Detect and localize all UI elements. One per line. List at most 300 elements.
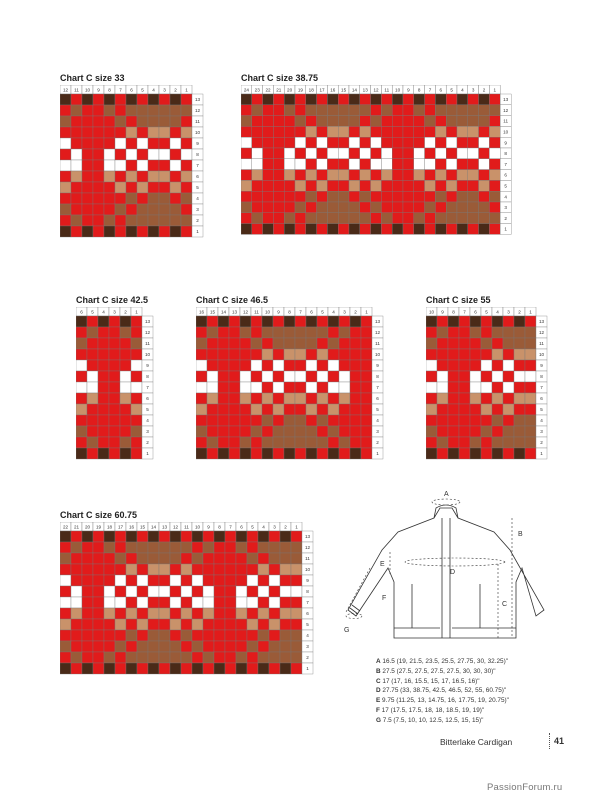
chart-cell xyxy=(525,382,536,393)
chart-cell xyxy=(93,160,104,171)
chart-cell xyxy=(273,191,284,202)
chart-cell xyxy=(93,619,104,630)
row-label: 5 xyxy=(306,622,309,628)
chart-cell xyxy=(115,608,126,619)
chart-cell xyxy=(392,94,403,105)
chart-cell xyxy=(459,437,470,448)
chart-cell xyxy=(361,415,372,426)
chart-cell xyxy=(241,180,252,191)
chart-cell xyxy=(492,448,503,459)
col-label: 15 xyxy=(341,87,347,93)
chart-cell xyxy=(339,360,350,371)
chart-cell xyxy=(170,652,181,663)
chart-cell xyxy=(317,116,328,127)
chart-cell xyxy=(203,575,214,586)
chart-cell xyxy=(131,327,142,338)
chart-cell xyxy=(280,619,291,630)
row-label: 7 xyxy=(196,163,199,169)
row-label: 2 xyxy=(376,440,379,446)
row-label: 4 xyxy=(146,418,149,424)
row-label: 10 xyxy=(304,567,311,573)
chart-cell xyxy=(60,597,71,608)
col-label: 11 xyxy=(254,309,259,315)
chart-cell xyxy=(82,652,93,663)
chart-cell xyxy=(437,448,448,459)
row-label: 13 xyxy=(194,97,201,103)
chart-cell xyxy=(280,608,291,619)
chart-cell xyxy=(87,327,98,338)
chart-cell xyxy=(126,94,137,105)
chart-cell xyxy=(262,448,273,459)
chart-cell xyxy=(137,94,148,105)
chart-cell xyxy=(263,94,274,105)
chart-cell xyxy=(468,116,479,127)
chart-cell xyxy=(514,371,525,382)
chart-cell xyxy=(214,652,225,663)
chart-cell xyxy=(295,180,306,191)
chart-cell xyxy=(170,171,181,182)
front-band xyxy=(442,518,450,638)
chart-cell xyxy=(381,159,392,170)
chart-cell xyxy=(98,371,109,382)
chart-cell xyxy=(252,191,263,202)
chart-cell xyxy=(371,116,382,127)
chart-cell xyxy=(196,360,207,371)
chart-cell xyxy=(371,94,382,105)
col-label: 1 xyxy=(529,309,532,315)
chart-cell xyxy=(468,202,479,213)
chart-cell xyxy=(137,138,148,149)
chart-cell xyxy=(295,338,306,349)
chart-cell xyxy=(115,597,126,608)
label-g: G xyxy=(344,627,350,634)
chart-cell xyxy=(284,448,295,459)
chart-cell xyxy=(181,597,192,608)
chart-cell xyxy=(273,338,284,349)
col-label: 18 xyxy=(106,524,113,530)
chart-cell xyxy=(126,182,137,193)
chart-cell xyxy=(468,105,479,116)
col-label: 11 xyxy=(74,87,79,93)
chart-cell xyxy=(306,393,317,404)
chart-cell xyxy=(403,94,414,105)
chart-cell xyxy=(295,349,306,360)
chart-cell xyxy=(131,371,142,382)
col-label: 5 xyxy=(485,309,488,315)
chart-cell xyxy=(479,213,490,224)
chart-cell xyxy=(392,137,403,148)
chart-cell xyxy=(170,160,181,171)
chart-cell xyxy=(360,105,371,116)
chart-cell xyxy=(181,641,192,652)
chart-cell xyxy=(306,448,317,459)
chart-cell xyxy=(414,191,425,202)
chart-cell xyxy=(93,94,104,105)
chart-cell xyxy=(131,404,142,415)
chart-cell xyxy=(71,182,82,193)
chart-cell xyxy=(339,382,350,393)
chart-cell xyxy=(115,193,126,204)
chart-cell xyxy=(328,327,339,338)
chart-cell xyxy=(503,426,514,437)
chart-cell xyxy=(381,94,392,105)
chart-cell xyxy=(435,170,446,181)
chart-cell xyxy=(225,597,236,608)
row-label: 5 xyxy=(540,407,543,413)
chart-cell xyxy=(120,404,131,415)
chart-cell xyxy=(514,349,525,360)
col-label: 5 xyxy=(450,87,453,93)
col-label: 1 xyxy=(135,309,138,315)
chart-cell xyxy=(381,180,392,191)
chart-cell xyxy=(481,327,492,338)
chart-cell xyxy=(446,191,457,202)
chart-cell xyxy=(60,652,71,663)
chart-cell xyxy=(339,437,350,448)
chart-cell xyxy=(291,553,302,564)
chart-cell xyxy=(339,349,350,360)
chart-cell xyxy=(170,619,181,630)
chart-cell xyxy=(317,327,328,338)
chart-cell xyxy=(148,586,159,597)
chart-cell xyxy=(426,448,437,459)
chart-cell xyxy=(284,404,295,415)
chart-cell xyxy=(170,641,181,652)
chart-cell xyxy=(317,393,328,404)
chart-cell xyxy=(295,159,306,170)
chart-cell xyxy=(306,404,317,415)
chart-cell xyxy=(263,191,274,202)
col-label: 10 xyxy=(264,309,271,315)
col-label: 16 xyxy=(198,309,205,315)
chart-cell xyxy=(426,338,437,349)
chart-cell xyxy=(71,94,82,105)
chart-cell xyxy=(71,193,82,204)
col-label: 4 xyxy=(262,524,265,530)
chart-cell xyxy=(503,360,514,371)
row-label: 3 xyxy=(376,429,379,435)
sleeve-measure xyxy=(346,568,370,612)
chart-cell xyxy=(262,360,273,371)
col-label: 8 xyxy=(417,87,421,93)
chart-cell xyxy=(468,126,479,137)
chart-cell xyxy=(263,105,274,116)
chart-cell xyxy=(392,126,403,137)
chart-cell xyxy=(258,619,269,630)
chart-cell xyxy=(273,415,284,426)
chart-cell xyxy=(203,608,214,619)
chart-title: Chart C size 38.75 xyxy=(241,73,319,83)
col-label: 16 xyxy=(330,87,336,93)
chart-cell xyxy=(361,349,372,360)
chart-cell xyxy=(76,349,87,360)
col-label: 7 xyxy=(229,524,232,530)
chart-cell xyxy=(339,316,350,327)
chart-cell xyxy=(328,415,339,426)
chart-cell xyxy=(170,663,181,674)
row-label: 11 xyxy=(145,341,150,347)
chart-cell xyxy=(181,553,192,564)
chart-cell xyxy=(262,382,273,393)
chart-cell xyxy=(82,193,93,204)
chart-cell xyxy=(98,437,109,448)
chart-cell xyxy=(489,116,500,127)
chart-cell xyxy=(525,415,536,426)
chart-cell xyxy=(236,531,247,542)
chart-cell xyxy=(425,191,436,202)
chart-cell xyxy=(317,316,328,327)
chart-cell xyxy=(148,597,159,608)
chart-cell xyxy=(448,360,459,371)
chart-cell xyxy=(218,349,229,360)
chart-cell xyxy=(126,641,137,652)
chart-cell xyxy=(459,404,470,415)
chart-cell xyxy=(148,630,159,641)
chart-cell xyxy=(240,360,251,371)
chart-cell xyxy=(98,415,109,426)
chart-cell xyxy=(269,663,280,674)
chart-cell xyxy=(392,116,403,127)
chart-cell xyxy=(159,149,170,160)
chart-cell xyxy=(93,553,104,564)
chart-cell xyxy=(170,193,181,204)
chart-cell xyxy=(218,437,229,448)
row-label: 11 xyxy=(375,341,380,347)
chart-cell xyxy=(273,437,284,448)
chart-cell xyxy=(82,597,93,608)
chart-cell xyxy=(137,652,148,663)
chart-cell xyxy=(104,149,115,160)
chart-cell xyxy=(170,182,181,193)
chart-cell xyxy=(159,204,170,215)
row-label: 2 xyxy=(146,440,149,446)
chart-cell xyxy=(328,338,339,349)
chart-cell xyxy=(403,137,414,148)
chart-cell xyxy=(93,531,104,542)
chart-cell xyxy=(414,180,425,191)
chart-cell xyxy=(470,382,481,393)
chart-cell xyxy=(71,652,82,663)
chart-cell xyxy=(120,415,131,426)
chart-cell xyxy=(350,393,361,404)
chart-cell xyxy=(93,105,104,116)
chart-cell xyxy=(291,564,302,575)
chart-cell xyxy=(269,630,280,641)
row-label: 6 xyxy=(376,396,379,402)
chart-cell xyxy=(306,426,317,437)
chart-cell xyxy=(457,137,468,148)
chart-cell xyxy=(317,213,328,224)
chart-cell xyxy=(360,94,371,105)
chart-cell xyxy=(126,116,137,127)
chart-cell xyxy=(258,608,269,619)
measurement-f: F 17 (17.5, 17.5, 18, 18, 18.5, 19, 19)" xyxy=(376,706,485,714)
chart-cell xyxy=(87,415,98,426)
chart-cell xyxy=(306,316,317,327)
chart-cell xyxy=(109,360,120,371)
chart-cell xyxy=(492,404,503,415)
chart-cell xyxy=(350,426,361,437)
chart-cell xyxy=(435,116,446,127)
chart-cell xyxy=(131,316,142,327)
chart-cell xyxy=(115,641,126,652)
chest-measure xyxy=(405,558,505,566)
chart-cell xyxy=(349,137,360,148)
chart-cell xyxy=(240,338,251,349)
chart-cell xyxy=(403,148,414,159)
row-label: 3 xyxy=(196,207,199,213)
chart-cell xyxy=(82,138,93,149)
chart-cell xyxy=(203,531,214,542)
chart-cell xyxy=(93,127,104,138)
chart-cell xyxy=(414,126,425,137)
chart-cell xyxy=(361,360,372,371)
chart-cell xyxy=(327,224,338,235)
chart-cell xyxy=(446,159,457,170)
chart-cell xyxy=(269,608,280,619)
chart-cell xyxy=(269,564,280,575)
chart-cell xyxy=(181,193,192,204)
chart-cell xyxy=(295,126,306,137)
chart-cell xyxy=(181,630,192,641)
chart-cell xyxy=(131,393,142,404)
chart-cell xyxy=(479,137,490,148)
row-label: 2 xyxy=(540,440,543,446)
chart-cell xyxy=(115,226,126,237)
col-label: 2 xyxy=(518,309,521,315)
chart-cell xyxy=(229,426,240,437)
chart-cell xyxy=(435,213,446,224)
chart-cell xyxy=(317,191,328,202)
col-label: 10 xyxy=(395,87,401,93)
col-label: 15 xyxy=(139,524,146,530)
chart-cell xyxy=(468,191,479,202)
col-label: 21 xyxy=(73,524,80,530)
chart-cell xyxy=(104,641,115,652)
chart-cell xyxy=(425,116,436,127)
chart-cell xyxy=(82,215,93,226)
row-label: 11 xyxy=(503,118,509,124)
chart-cell xyxy=(236,663,247,674)
row-label: 1 xyxy=(376,451,379,457)
label-c: C xyxy=(502,601,508,608)
chart-cell xyxy=(159,619,170,630)
chart-cell xyxy=(196,448,207,459)
chart-cell xyxy=(381,116,392,127)
chart-cell xyxy=(203,619,214,630)
chart-cell xyxy=(350,404,361,415)
chart-cell xyxy=(170,553,181,564)
chart-cell xyxy=(489,213,500,224)
chart-cell xyxy=(148,105,159,116)
col-label: 3 xyxy=(273,524,276,530)
chart-cell xyxy=(241,137,252,148)
chart-cell xyxy=(327,137,338,148)
measurement-b: B 27.5 (27.5, 27.5, 27.5, 27.5, 30, 30, 30)" xyxy=(376,667,496,675)
chart-cell xyxy=(251,448,262,459)
chart-cell xyxy=(225,630,236,641)
chart-cell xyxy=(251,382,262,393)
chart-cell xyxy=(291,575,302,586)
chart-cell xyxy=(60,575,71,586)
chart-cell xyxy=(203,663,214,674)
chart-cell xyxy=(148,182,159,193)
chart-cell xyxy=(437,415,448,426)
chart-cell xyxy=(479,202,490,213)
col-label: 9 xyxy=(207,524,210,530)
chart-cell xyxy=(60,619,71,630)
chart-cell xyxy=(229,404,240,415)
row-label: 7 xyxy=(540,385,543,391)
chart-cell xyxy=(93,138,104,149)
col-label: 5 xyxy=(321,309,324,315)
chart-cell xyxy=(104,597,115,608)
chart-cell xyxy=(295,116,306,127)
chart-cell xyxy=(489,180,500,191)
col-label: 10 xyxy=(428,309,435,315)
col-label: 3 xyxy=(507,309,510,315)
chart-cell xyxy=(115,116,126,127)
chart-cell xyxy=(392,213,403,224)
chart-cell xyxy=(425,94,436,105)
chart-cell xyxy=(148,171,159,182)
chart-cell xyxy=(481,437,492,448)
measurement-c: C 17 (17, 16, 15.5, 15, 17, 16.5, 16)" xyxy=(376,677,480,685)
chart-cell xyxy=(93,542,104,553)
chart-cell xyxy=(468,148,479,159)
chart-cell xyxy=(492,415,503,426)
chart-cell xyxy=(76,415,87,426)
chart-cell xyxy=(425,126,436,137)
chart-cell xyxy=(126,193,137,204)
row-label: 3 xyxy=(146,429,149,435)
chart-cell xyxy=(203,652,214,663)
chart-cell xyxy=(317,170,328,181)
chart-cell xyxy=(109,371,120,382)
chart-cell xyxy=(60,127,71,138)
chart-cell xyxy=(225,575,236,586)
col-label: 11 xyxy=(184,524,189,530)
chart-cell xyxy=(425,137,436,148)
chart-cell xyxy=(457,191,468,202)
chart-cell xyxy=(361,382,372,393)
chart-cell xyxy=(489,94,500,105)
chart-cell xyxy=(137,597,148,608)
row-label: 6 xyxy=(504,172,507,178)
chart-cell xyxy=(229,415,240,426)
chart-cell xyxy=(109,437,120,448)
chart-cell xyxy=(247,641,258,652)
chart-cell xyxy=(435,105,446,116)
chart-cell xyxy=(218,338,229,349)
chart-cell xyxy=(109,338,120,349)
chart-cell xyxy=(448,426,459,437)
row-label: 4 xyxy=(196,196,199,202)
chart-cell xyxy=(470,448,481,459)
chart-cell xyxy=(403,126,414,137)
chart-cell xyxy=(459,360,470,371)
chart-cell xyxy=(241,191,252,202)
chart-cell xyxy=(98,382,109,393)
chart-cell xyxy=(93,215,104,226)
chart-cell xyxy=(115,204,126,215)
chart-cell xyxy=(426,349,437,360)
chart-cell xyxy=(71,171,82,182)
chart-cell xyxy=(218,371,229,382)
chart-cell xyxy=(392,180,403,191)
row-label: 13 xyxy=(144,319,151,325)
chart-cell xyxy=(120,426,131,437)
